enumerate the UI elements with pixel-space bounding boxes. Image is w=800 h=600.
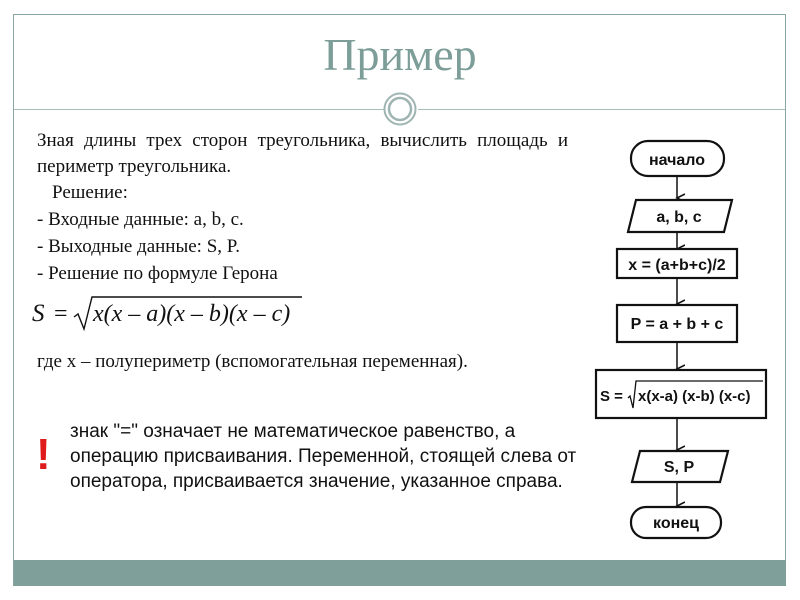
- heron-formula: [30, 293, 305, 335]
- solution-heading: Решение:: [52, 182, 128, 203]
- title-divider-right: [418, 109, 785, 110]
- flow-output-label: S, P: [663, 459, 695, 476]
- warning-exclamation-icon: !: [36, 430, 51, 479]
- flow-process-p: [617, 305, 737, 342]
- svg-text:=: =: [54, 301, 68, 327]
- flow-start-terminator: [631, 141, 724, 176]
- flow-process-s-radicand: x(x-a) (x-b) (x-c): [638, 388, 751, 405]
- circle-ornament-icon: [383, 92, 417, 126]
- assignment-note: знак "=" означает не математическое равенство, а операцию присваивания. Переменной, стоящей слева от оператора, присваивается значение, указанное справа.: [70, 421, 577, 492]
- flow-process-p-label: P = a + b + c: [630, 316, 724, 333]
- slide-title: Пример: [323, 29, 477, 80]
- flowchart: [588, 136, 778, 546]
- title-divider-left: [14, 109, 386, 110]
- method-line: - Решение по формуле Герона: [37, 263, 278, 284]
- svg-text:x(x – a)(x – b)(x – c): x(x – a)(x – b)(x – c): [93, 301, 291, 327]
- flow-process-s: [596, 370, 766, 418]
- flow-process-s-left: S =: [600, 388, 623, 405]
- flow-input-parallelogram: [628, 200, 732, 232]
- flow-end-terminator: [631, 507, 721, 538]
- flow-process-x: [617, 249, 737, 278]
- flow-end-label: конец: [653, 515, 699, 532]
- svg-text:S: S: [32, 300, 45, 327]
- flow-output-parallelogram: [632, 451, 728, 482]
- flow-input-label: a, b, c: [656, 209, 702, 226]
- flow-process-x-label: x = (a+b+c)/2: [628, 257, 726, 274]
- output-data-line: - Выходные данные: S, P.: [37, 236, 240, 257]
- task-statement: Зная длины трех сторон треугольника, вычислить площадь и периметр треугольника.: [37, 130, 568, 177]
- where-line: где x – полупериметр (вспомогательная переменная).: [37, 351, 468, 372]
- input-data-line: - Входные данные: a, b, c.: [37, 209, 244, 230]
- flow-start-label: начало: [648, 152, 706, 169]
- footer-bar: [14, 560, 786, 586]
